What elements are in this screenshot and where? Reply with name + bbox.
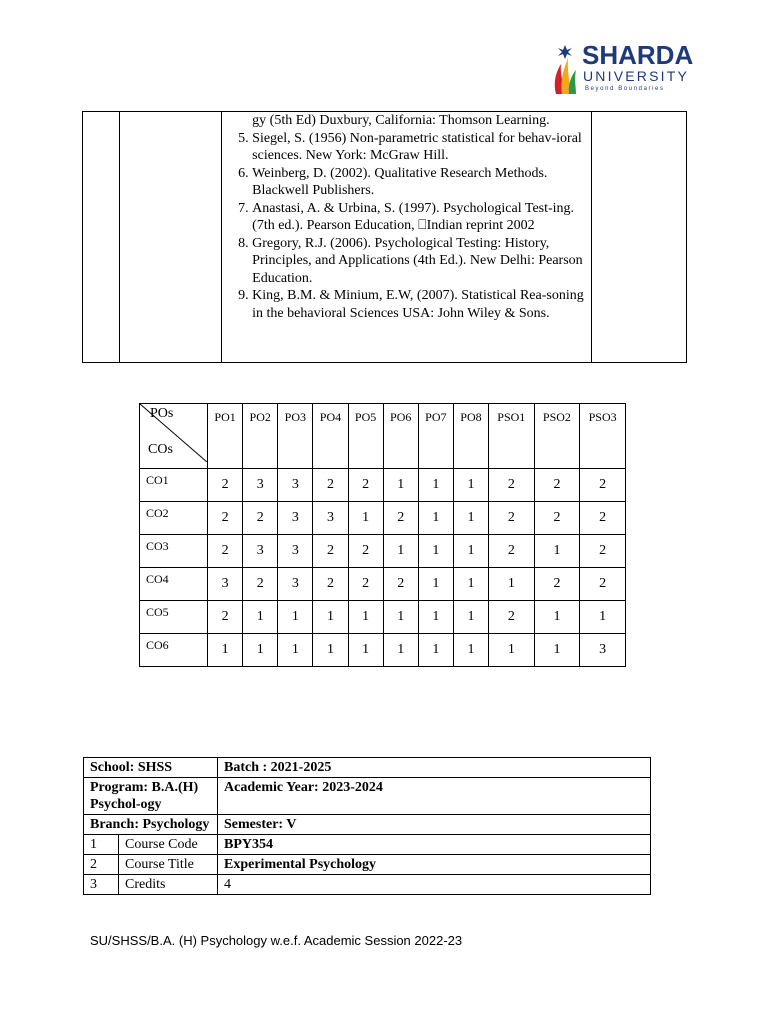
mapping-value: 1 bbox=[313, 601, 348, 634]
reference-item: 8. Gregory, R.J. (2006). Psychological Testing: History, Principles, and Applications (4th Ed.). New Delhi: Pearson Education. bbox=[252, 235, 590, 288]
mapping-value: 1 bbox=[580, 601, 626, 634]
mapping-value: 1 bbox=[453, 568, 488, 601]
mapping-row bbox=[140, 535, 626, 568]
mapping-value: 2 bbox=[348, 469, 383, 502]
mapping-value: 3 bbox=[313, 502, 348, 535]
mapping-value: 1 bbox=[489, 568, 535, 601]
po-header: PO4 bbox=[313, 404, 348, 469]
mapping-value: 1 bbox=[418, 568, 453, 601]
mapping-value: 1 bbox=[453, 535, 488, 568]
mapping-value: 2 bbox=[313, 469, 348, 502]
mapping-value: 1 bbox=[453, 469, 488, 502]
mapping-value: 3 bbox=[278, 469, 313, 502]
mapping-value: 2 bbox=[243, 502, 278, 535]
mapping-value: 1 bbox=[278, 634, 313, 667]
mapping-value: 2 bbox=[580, 502, 626, 535]
po-header: PO5 bbox=[348, 404, 383, 469]
mapping-value: 1 bbox=[243, 601, 278, 634]
reference-list bbox=[222, 130, 590, 323]
references-table bbox=[82, 111, 687, 363]
mapping-value: 1 bbox=[418, 634, 453, 667]
mapping-row bbox=[140, 469, 626, 502]
po-header: PO7 bbox=[418, 404, 453, 469]
mapping-value: 2 bbox=[534, 568, 580, 601]
mapping-value: 2 bbox=[489, 535, 535, 568]
school-cell: School: SHSS bbox=[84, 758, 218, 778]
reference-continuation: gy (5th Ed) Duxbury, California: Thomson Learning. bbox=[252, 113, 550, 128]
mapping-value: 2 bbox=[534, 502, 580, 535]
mapping-value: 3 bbox=[243, 469, 278, 502]
mapping-value: 1 bbox=[453, 502, 488, 535]
mapping-corner-cell bbox=[140, 404, 208, 469]
university-logo bbox=[552, 40, 694, 100]
mapping-value: 2 bbox=[534, 469, 580, 502]
mapping-body bbox=[140, 469, 626, 667]
mapping-row bbox=[140, 502, 626, 535]
ref-cell-empty-3 bbox=[591, 112, 686, 363]
mapping-value: 2 bbox=[313, 568, 348, 601]
mapping-value: 3 bbox=[208, 568, 243, 601]
row-label: Credits bbox=[119, 875, 218, 895]
mapping-value: 3 bbox=[278, 568, 313, 601]
mapping-value: 2 bbox=[383, 568, 418, 601]
mapping-value: 1 bbox=[453, 601, 488, 634]
academic-year-cell: Academic Year: 2023-2024 bbox=[218, 778, 651, 815]
co-label: CO3 bbox=[140, 535, 208, 568]
mapping-value: 1 bbox=[383, 601, 418, 634]
ref-cell-list bbox=[222, 112, 591, 363]
mapping-value: 2 bbox=[208, 601, 243, 634]
ref-cell-empty-2 bbox=[119, 112, 221, 363]
ref-cell-empty-1 bbox=[83, 112, 120, 363]
reference-item: 9. King, B.M. & Minium, E.W, (2007). Statistical Rea-soning in the behavioral Sciences USA: John Wiley & Sons. bbox=[252, 287, 590, 322]
row-number: 2 bbox=[84, 855, 119, 875]
mapping-value: 1 bbox=[534, 634, 580, 667]
mapping-value: 3 bbox=[278, 535, 313, 568]
mapping-value: 2 bbox=[348, 535, 383, 568]
po-header: PO3 bbox=[278, 404, 313, 469]
mapping-value: 1 bbox=[383, 634, 418, 667]
corner-cos-label: COs bbox=[148, 442, 173, 457]
co-po-mapping-table bbox=[139, 403, 626, 667]
mapping-value: 1 bbox=[348, 502, 383, 535]
mapping-value: 1 bbox=[243, 634, 278, 667]
reference-item: 5. Siegel, S. (1956) Non-parametric statistical for behav-ioral sciences. New York: McGraw Hill. bbox=[252, 130, 590, 165]
reference-item: 7. Anastasi, A. & Urbina, S. (1997). Psychological Test-ing. (7th ed.). Pearson Education, ⎕Indian reprint 2002 bbox=[252, 200, 590, 235]
pso-header: PSO3 bbox=[580, 404, 626, 469]
co-label: CO6 bbox=[140, 634, 208, 667]
logo-tagline: Beyond Boundaries bbox=[585, 86, 665, 92]
mapping-value: 1 bbox=[383, 535, 418, 568]
po-header: PO6 bbox=[383, 404, 418, 469]
mapping-row bbox=[140, 634, 626, 667]
co-label: CO5 bbox=[140, 601, 208, 634]
logo-university: UNIVERSITY bbox=[583, 68, 690, 84]
row-label: Course Title bbox=[119, 855, 218, 875]
row-number: 1 bbox=[84, 835, 119, 855]
mapping-value: 1 bbox=[348, 634, 383, 667]
mapping-value: 2 bbox=[348, 568, 383, 601]
po-header: PO1 bbox=[208, 404, 243, 469]
course-code-value: BPY354 bbox=[218, 835, 651, 855]
mapping-value: 1 bbox=[278, 601, 313, 634]
co-label: CO1 bbox=[140, 469, 208, 502]
mapping-value: 2 bbox=[580, 469, 626, 502]
mapping-value: 2 bbox=[383, 502, 418, 535]
mapping-value: 1 bbox=[418, 535, 453, 568]
mapping-value: 1 bbox=[418, 601, 453, 634]
mapping-value: 2 bbox=[489, 502, 535, 535]
mapping-value: 1 bbox=[489, 634, 535, 667]
mapping-value: 1 bbox=[534, 601, 580, 634]
row-label: Course Code bbox=[119, 835, 218, 855]
mapping-value: 1 bbox=[313, 634, 348, 667]
mapping-value: 3 bbox=[243, 535, 278, 568]
mapping-value: 1 bbox=[534, 535, 580, 568]
mapping-header-row bbox=[140, 404, 626, 469]
sharda-flame-emblem bbox=[552, 42, 578, 94]
page-footer: SU/SHSS/B.A. (H) Psychology w.e.f. Academic Session 2022-23 bbox=[90, 933, 463, 948]
mapping-value: 2 bbox=[243, 568, 278, 601]
reference-item: 6. Weinberg, D. (2002). Qualitative Research Methods. Blackwell Publishers. bbox=[252, 165, 590, 200]
semester-cell: Semester: V bbox=[218, 815, 651, 835]
batch-cell: Batch : 2021-2025 bbox=[218, 758, 651, 778]
mapping-value: 2 bbox=[489, 469, 535, 502]
po-header: PO2 bbox=[243, 404, 278, 469]
branch-cell: Branch: Psychology bbox=[84, 815, 218, 835]
mapping-value: 2 bbox=[580, 568, 626, 601]
mapping-value: 1 bbox=[383, 469, 418, 502]
mapping-row bbox=[140, 601, 626, 634]
po-header: PO8 bbox=[453, 404, 488, 469]
mapping-value: 3 bbox=[278, 502, 313, 535]
mapping-value: 2 bbox=[208, 469, 243, 502]
program-cell: Program: B.A.(H) Psychol-ogy bbox=[84, 778, 218, 815]
mapping-value: 2 bbox=[580, 535, 626, 568]
mapping-row bbox=[140, 568, 626, 601]
mapping-value: 2 bbox=[208, 535, 243, 568]
row-number: 3 bbox=[84, 875, 119, 895]
mapping-value: 1 bbox=[453, 634, 488, 667]
pso-header: PSO1 bbox=[489, 404, 535, 469]
corner-pos-label: POs bbox=[150, 406, 174, 421]
mapping-value: 1 bbox=[348, 601, 383, 634]
logo-name: SHARDA bbox=[582, 40, 694, 70]
mapping-value: 1 bbox=[418, 469, 453, 502]
co-label: CO2 bbox=[140, 502, 208, 535]
mapping-value: 2 bbox=[208, 502, 243, 535]
credits-value: 4 bbox=[218, 875, 651, 895]
course-title-value: Experimental Psychology bbox=[218, 855, 651, 875]
mapping-value: 2 bbox=[489, 601, 535, 634]
mapping-value: 2 bbox=[313, 535, 348, 568]
mapping-value: 1 bbox=[418, 502, 453, 535]
co-label: CO4 bbox=[140, 568, 208, 601]
mapping-value: 3 bbox=[580, 634, 626, 667]
pso-header: PSO2 bbox=[534, 404, 580, 469]
mapping-value: 1 bbox=[208, 634, 243, 667]
course-info-table bbox=[83, 757, 651, 895]
